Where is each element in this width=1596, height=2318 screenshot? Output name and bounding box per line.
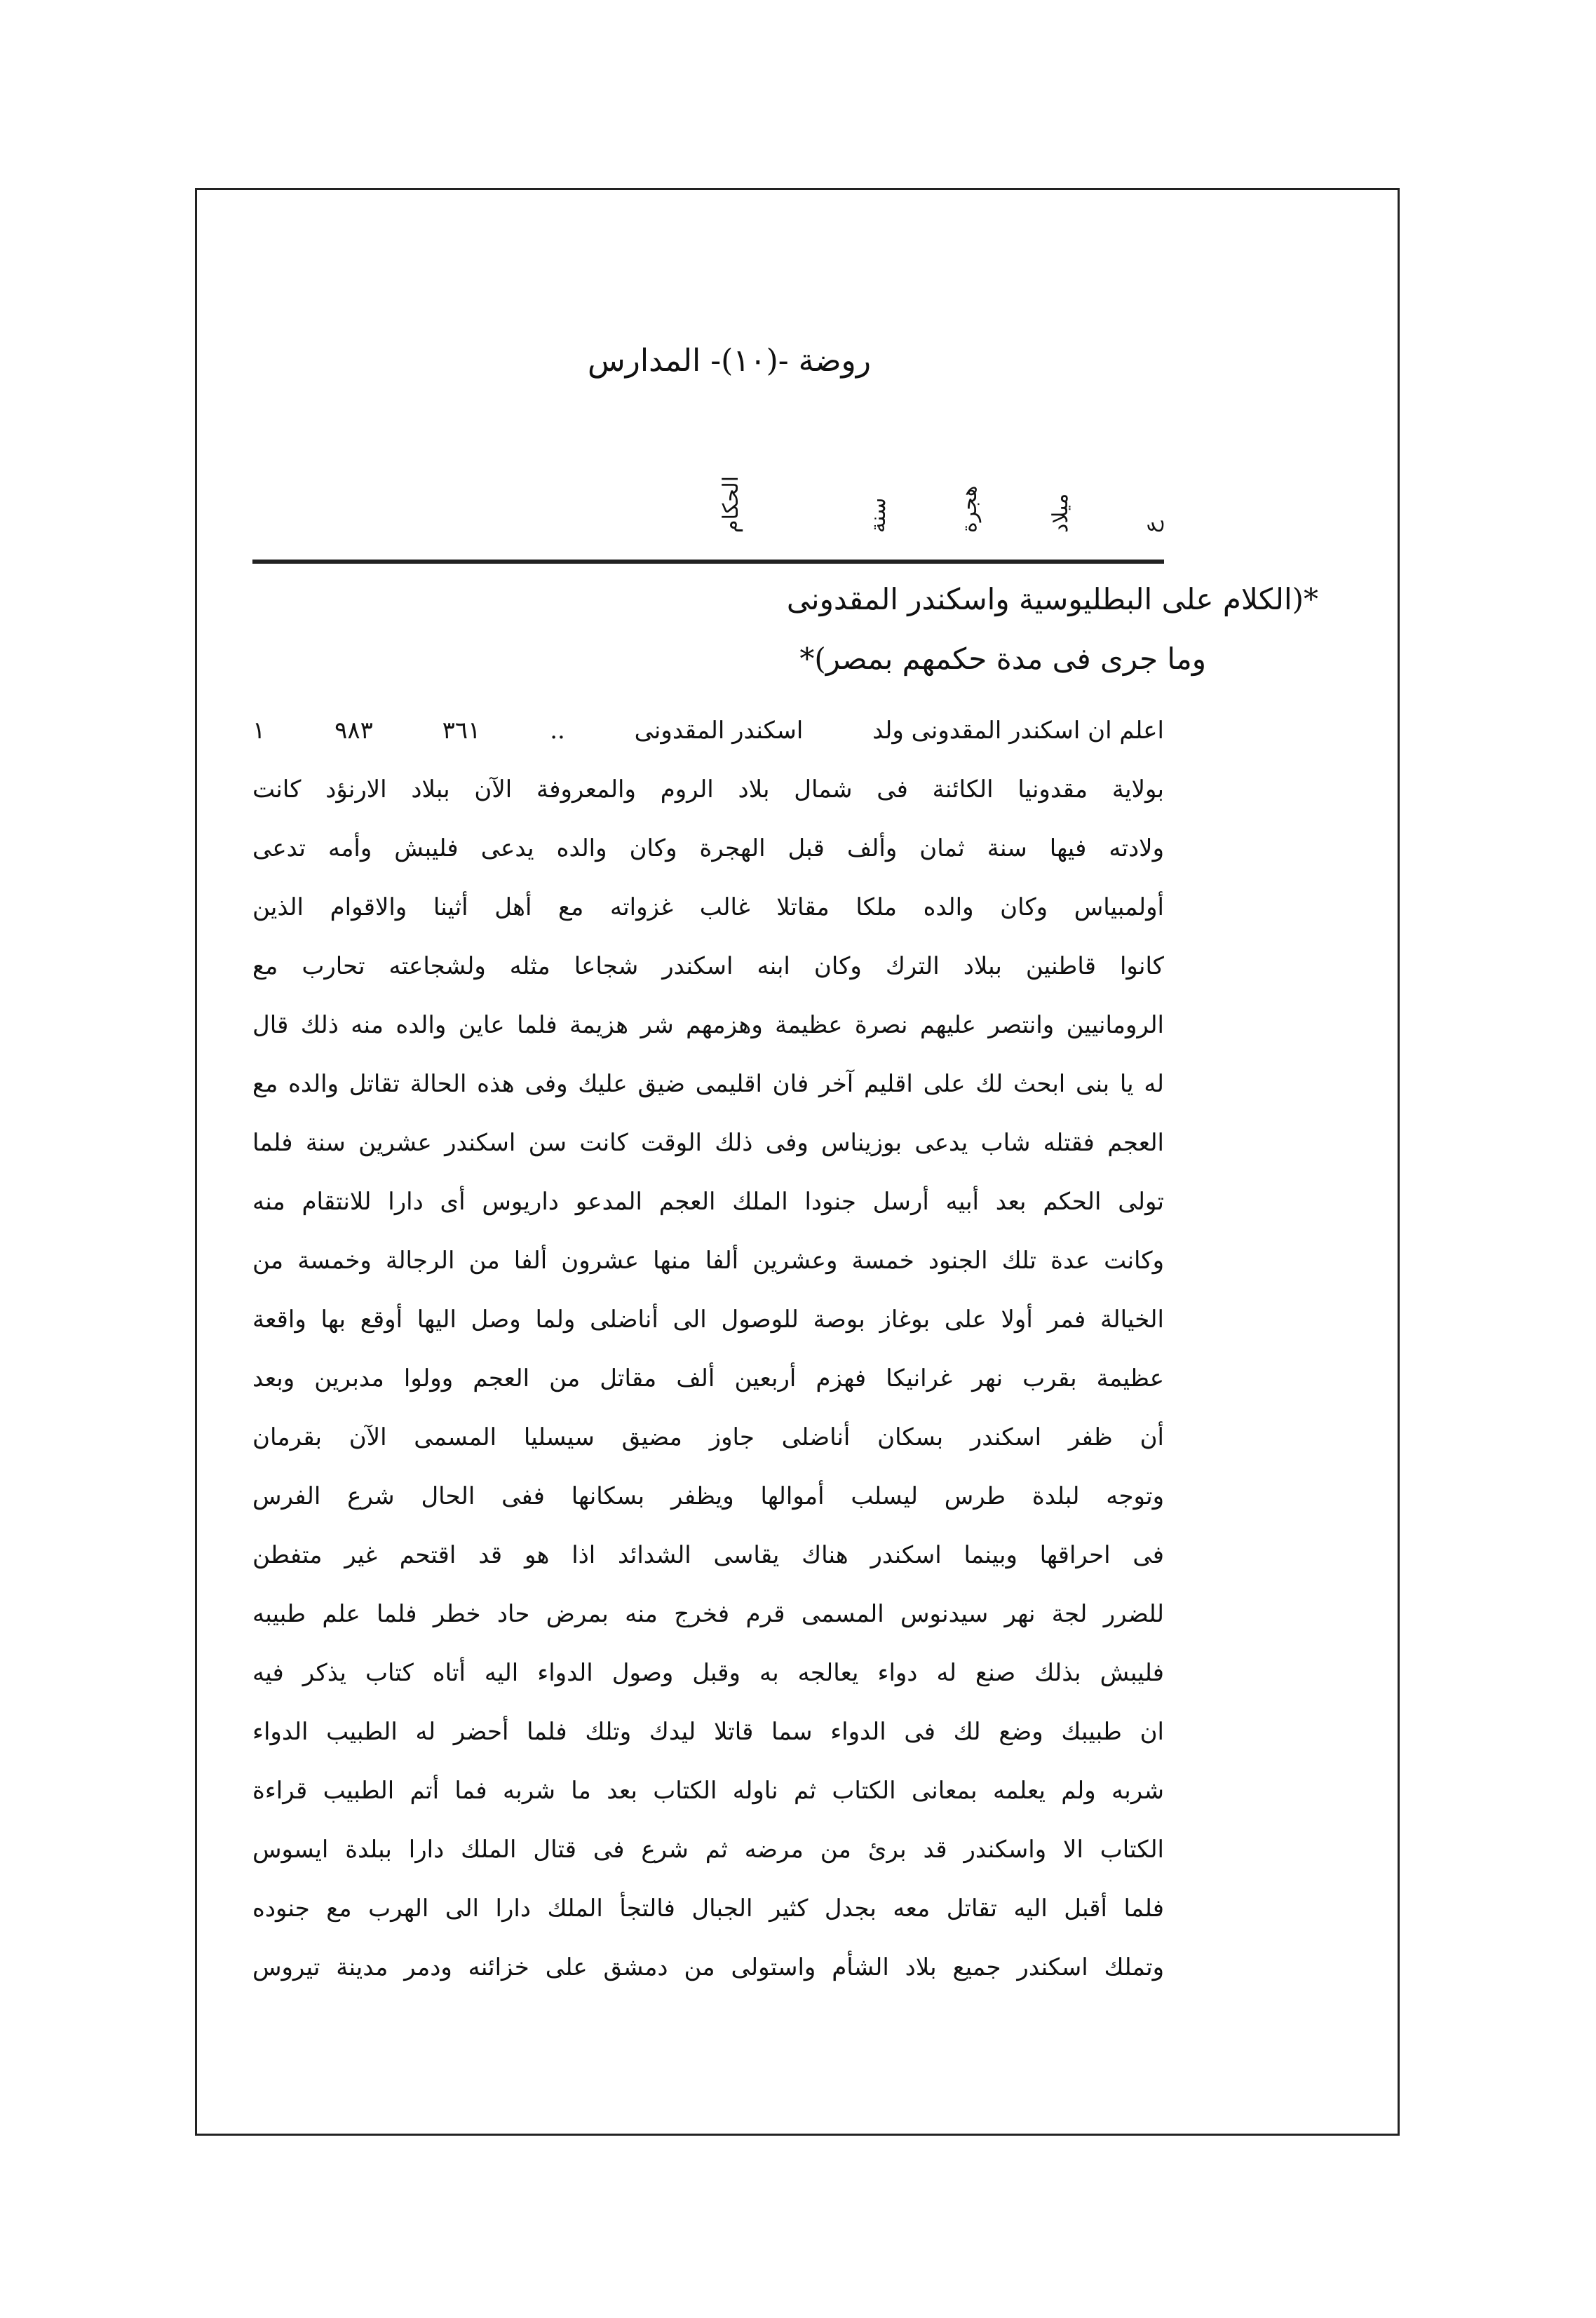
text-line: أولمبياس وكان والده ملكا مقاتلا غالب غزواته مع أهل أثينا والاقوام الذين xyxy=(252,893,1164,921)
header-rule xyxy=(252,560,1164,564)
text-line: أن ظفر اسكندر بسكان أناضلى جاوز مضيق سيسليا المسمى الآن بقرمان xyxy=(252,1423,1164,1451)
column-header-rulers: الحكام xyxy=(719,475,743,533)
text-line: العجم فقتله شاب يدعى بوزيناس وفى ذلك الوقت كانت سن اسكندر عشرين سنة فلما xyxy=(252,1129,1164,1157)
text-line: عظيمة بقرب نهر غرانيكا فهزم أربعين ألف مقاتل من العجم وولوا مدبرين وبعد xyxy=(252,1364,1164,1392)
first-row xyxy=(252,701,1164,760)
section-title-line2: وما جرى فى مدة حكمهم بمصر)* xyxy=(799,642,1206,676)
text-line: تولى الحكم بعد أبيه أرسل جنودا الملك العجم المدعو داريوس أى دارا للانتقام منه xyxy=(252,1188,1164,1216)
text-line: فليبش بذلك صنع له دواء يعالجه به وقبل وصول الدواء اليه أتاه كتاب يذكر فيه xyxy=(252,1659,1164,1687)
text-line: وكانت عدة تلك الجنود خمسة وعشرين ألفا منها عشرون ألفا من الرجالة وخمسة من xyxy=(252,1247,1164,1275)
column-header-miladi: ميلاد xyxy=(1048,493,1073,533)
row-year-1: ٩٨٣ xyxy=(334,717,373,745)
body-text xyxy=(252,701,1164,1997)
row-text-start: اعلم ان اسكندر المقدونى ولد xyxy=(872,717,1164,745)
text-line: ولادته فيها سنة ثمان وألف قبل الهجرة وكان والده يدعى فليبش وأمه تدعى xyxy=(252,834,1164,862)
row-index: ١ xyxy=(252,717,266,745)
text-line: الكتاب الا واسكندر قد برئ من مرضه ثم شرع فى قتال الملك دارا ببلدة ايسوس xyxy=(252,1836,1164,1864)
text-line: للضرر لجة نهر سيدنوس المسمى قرم فخرج منه بمرض حاد خطر فلما علم طبيبه xyxy=(252,1600,1164,1628)
text-line: كانوا قاطنين ببلاد الترك وكان ابنه اسكندر شجاعا مثله ولشجاعته تحارب مع xyxy=(252,952,1164,980)
row-dots: .. xyxy=(550,717,565,745)
column-header-year: سنة xyxy=(866,497,891,533)
text-line: الخيالة فمر أولا على بوغاز بوصة للوصول الى أناضلى ولما وصل اليها أوقع بها واقعة xyxy=(252,1306,1164,1334)
column-header-hijri: هجرة xyxy=(957,485,982,533)
text-line: ان طبيبك وضع لك فى الدواء سما قاتلا ليدك وتلك فلما أحضر له الطبيب الدواء xyxy=(252,1718,1164,1746)
row-ruler: اسكندر المقدونى xyxy=(634,717,804,745)
row-year-2: ٣٦١ xyxy=(442,717,481,745)
section-title-line1: *(الكلام على البطليوسية واسكندر المقدونى xyxy=(786,582,1318,616)
column-headers xyxy=(701,393,1164,561)
text-line: الرومانيين وانتصر عليهم نصرة عظيمة وهزمهم شر هزيمة فلما عاين والده منه ذلك قال xyxy=(252,1011,1164,1039)
text-line: فى احراقها وبينما اسكندر هناك يقاسى الشدائد اذا هو قد اقتحم غير متفطن xyxy=(252,1541,1164,1569)
text-line: له يا بنى ابحث لك على اقليم آخر فان اقليمى ضيق عليك وفى هذه الحالة تقاتل والده مع xyxy=(252,1070,1164,1098)
page-header-title: روضة -(١٠)- المدارس xyxy=(587,343,872,379)
text-line: فلما أقبل اليه تقاتل معه بجدل كثير الجبال فالتجأ الملك دارا الى الهرب مع جنوده xyxy=(252,1895,1164,1923)
column-header-index: ع xyxy=(1139,520,1164,533)
text-line: وتوجه لبلدة طرس ليسلب أموالها ويظفر بسكانها ففى الحال شرع الفرس xyxy=(252,1482,1164,1510)
text-line: شربه ولم يعلمه بمعانى الكتاب ثم ناوله الكتاب بعد ما شربه فما أتم الطبيب قراءة xyxy=(252,1777,1164,1805)
text-line: بولاية مقدونيا الكائنة فى شمال بلاد الروم والمعروفة الآن ببلاد الارنؤد كانت xyxy=(252,775,1164,804)
text-line: وتملك اسكندر جميع بلاد الشأم واستولى من دمشق على خزائنه ودمر مدينة تيروس xyxy=(252,1953,1164,1981)
